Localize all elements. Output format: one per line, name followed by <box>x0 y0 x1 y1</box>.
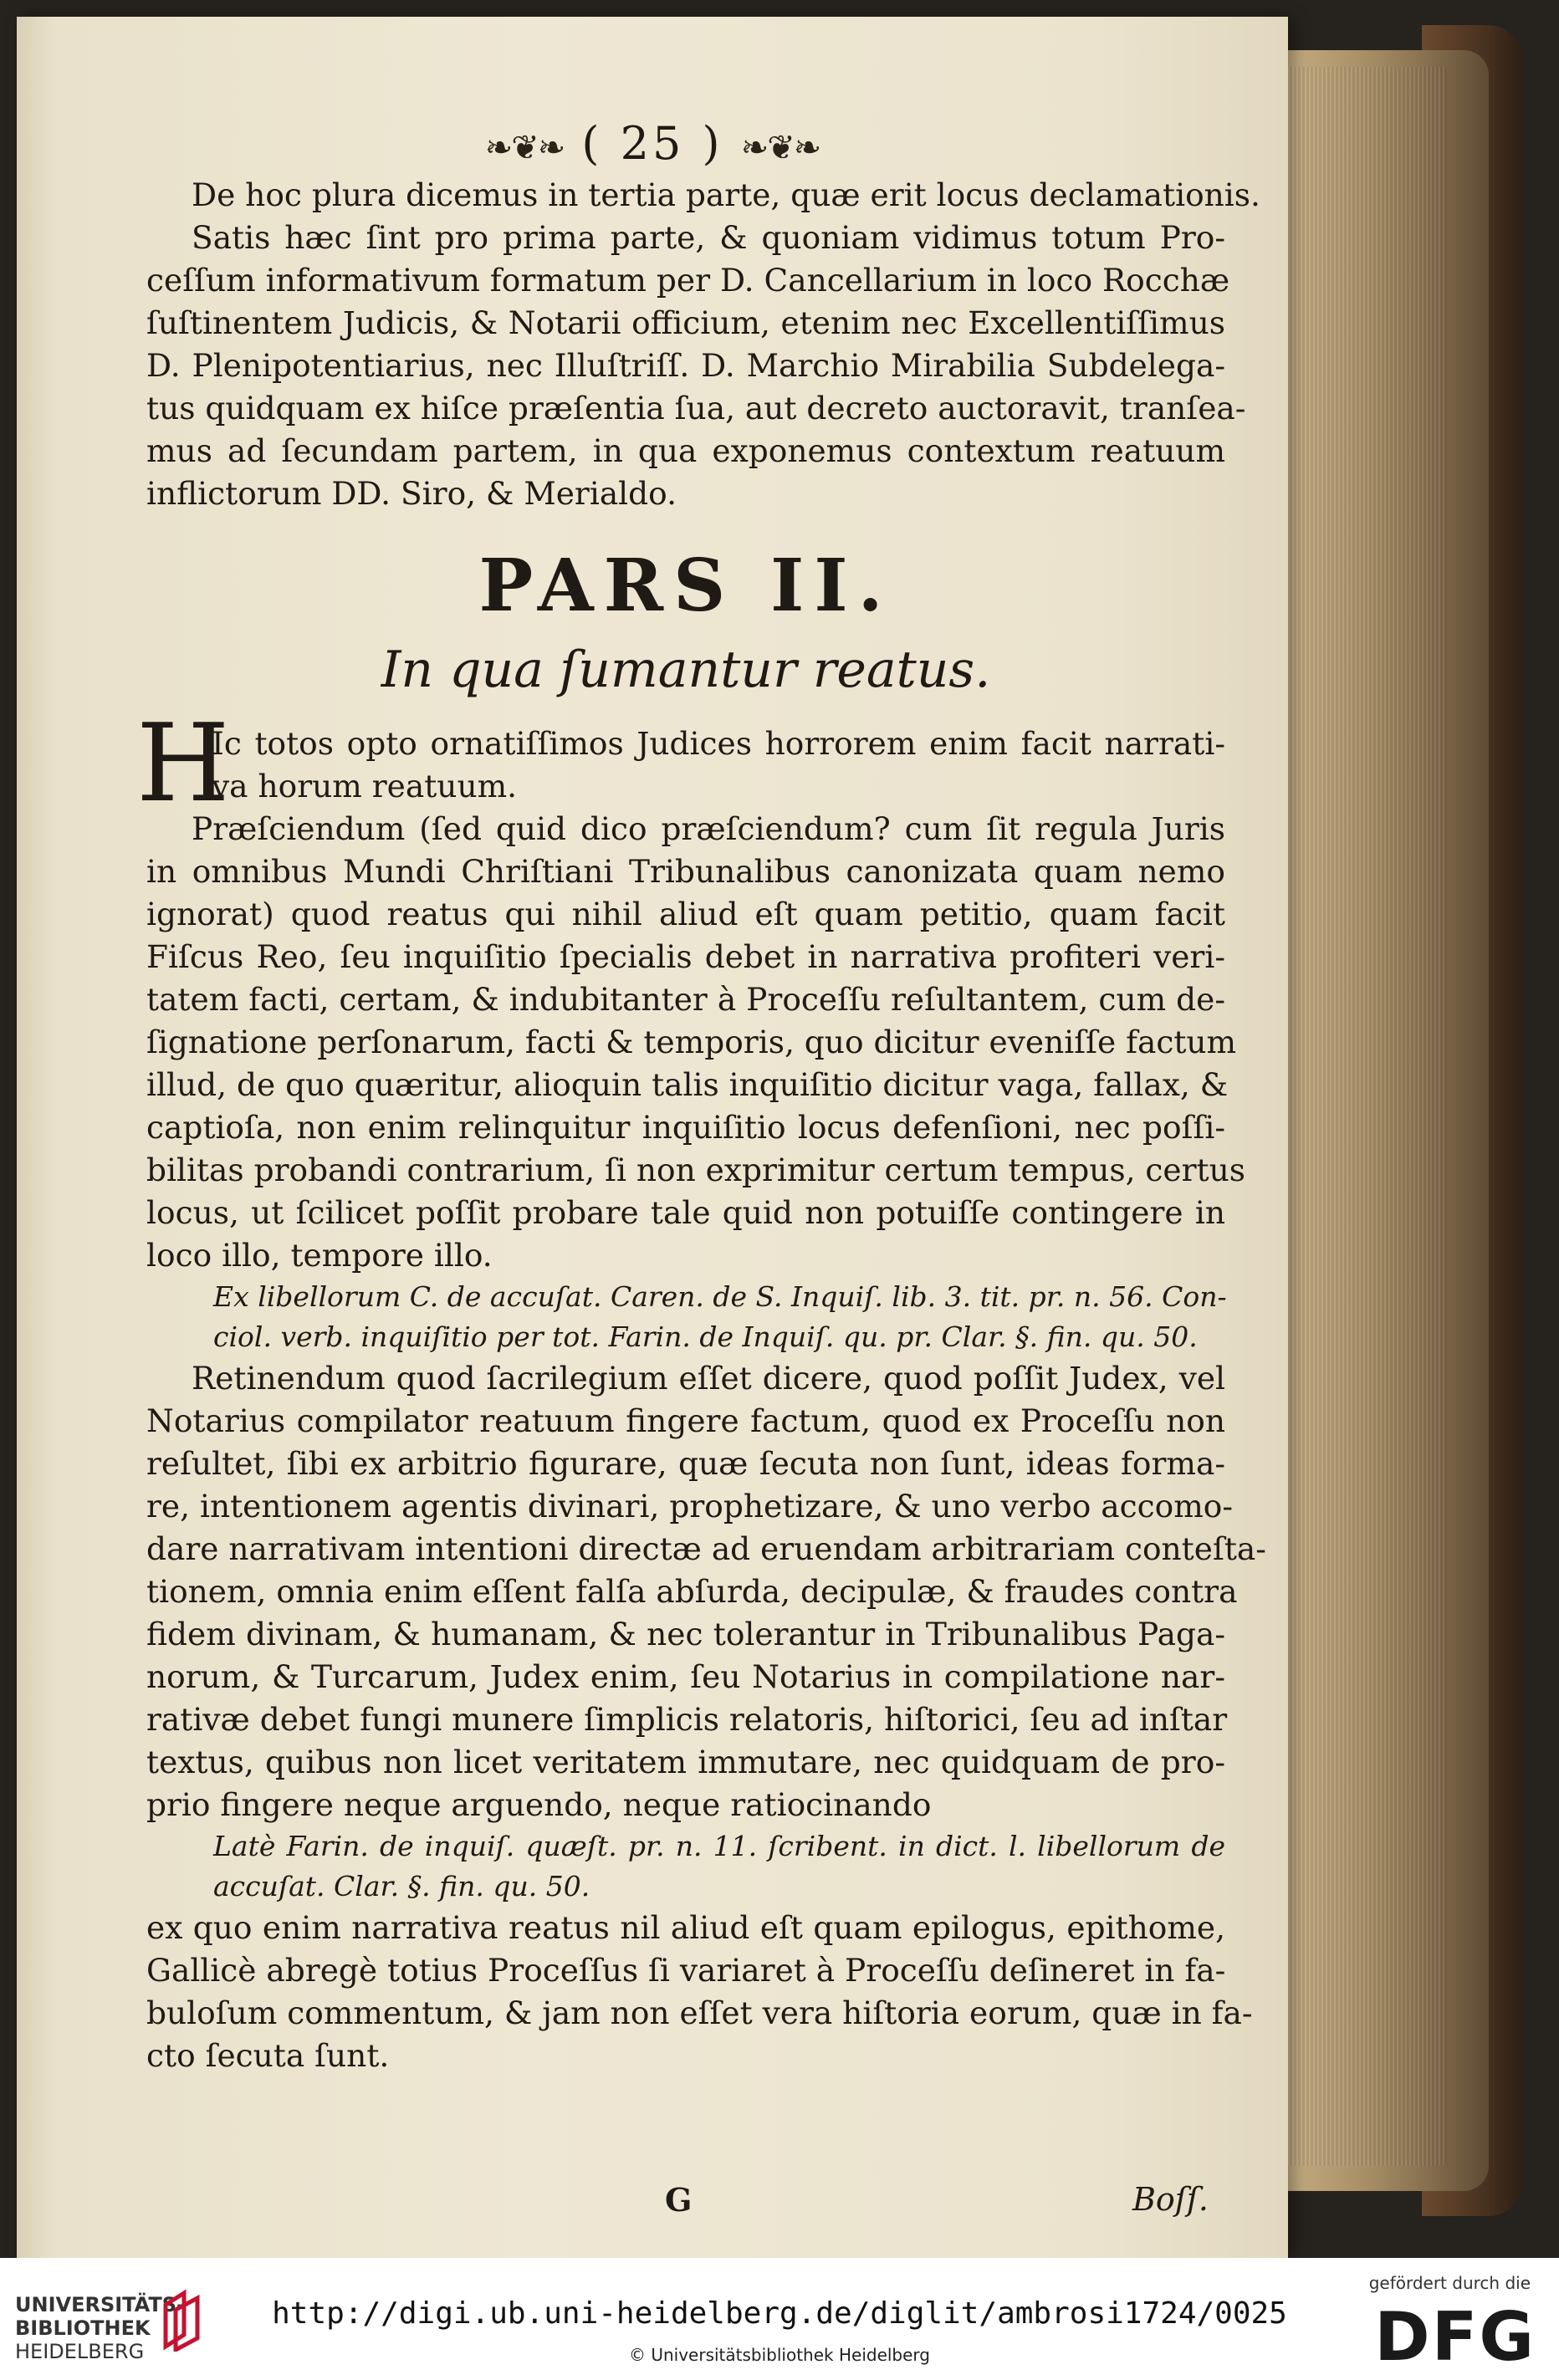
text-line: norum, & Turcarum, Judex enim, ſeu Notarius in compilatione nar- <box>146 1658 1225 1695</box>
text-line: re, intentionem agentis divinari, prophetizare, & uno verbo accomo- <box>146 1488 1234 1525</box>
permalink-url[interactable]: http://digi.ub.uni-heidelberg.de/diglit/ambrosi1724/0025 <box>272 2296 1287 2331</box>
paragraph-retinendum <box>146 1357 1266 1826</box>
text-line: locus, ut ſcilicet poſſit probare tale quid non potuiſſe contingere in <box>146 1194 1225 1231</box>
text-line: tionem, omnia enim eſſent falſa abſurda, decipulæ, & fraudes contra <box>146 1573 1238 1610</box>
text-line: captioſa, non enim relinquitur inquiſitio locus defenſioni, nec poſſi- <box>146 1109 1225 1146</box>
library-name-line: UNIVERSITÄTS- <box>15 2293 186 2316</box>
text-line: cto ſecuta ſunt. <box>146 2037 390 2074</box>
text-line: Notarius compilator reatuum fingere factum, quod ex Proceſſu non <box>146 1402 1225 1439</box>
text-line: Ic totos opto ornatiſſimos Judices horrorem enim facit narrati- <box>212 725 1225 762</box>
library-name-line: HEIDELBERG <box>15 2340 145 2363</box>
paragraph-praesciendum <box>146 808 1246 1277</box>
citation-block <box>146 1277 1225 1357</box>
copyright-notice: © Universitätsbibliothek Heidelberg <box>628 2345 930 2365</box>
text-line: prio fingere neque arguendo, neque ratiocinando <box>146 1786 932 1823</box>
text-line: Gallicè abregè totius Proceſſus ſi variaret à Proceſſu deſineret in fa- <box>146 1952 1226 1989</box>
text-line: Satis hæc ſint pro prima parte, & quoniam vidimus totum Pro- <box>192 219 1225 256</box>
text-line: ceſſum informativum formatum per D. Cancellarium in loco Rocchæ <box>146 262 1230 299</box>
dropcap-paragraph <box>136 702 1225 826</box>
funded-by-label: gefördert durch die <box>1368 2273 1531 2293</box>
text-line: buloſum commentum, & jam non eſſet vera hiſtoria eorum, quæ in fa- <box>146 1994 1253 2031</box>
text-line: tus quidquam ex hiſce præſentia ſua, aut decreto auctoravit, tranſea- <box>146 390 1246 426</box>
text-line: tatem facti, certam, & indubitanter à Proceſſu reſultantem, cum de- <box>146 981 1225 1018</box>
body-text <box>136 174 1266 2077</box>
text-line: textus, quibus non licet veritatem immutare, nec quidquam de pro- <box>146 1744 1225 1780</box>
text-line: Fiſcus Reo, ſeu inquiſitio ſpecialis debet in narrativa profiteri veri- <box>146 938 1225 975</box>
book-page <box>17 17 1288 2258</box>
signature-mark: G <box>665 2181 693 2219</box>
paragraph-intro <box>146 174 1260 515</box>
text-line: in omnibus Mundi Chriſtiani Tribunalibus canonizata quam nemo <box>146 853 1225 890</box>
text-line: ſuſtinentem Judicis, & Notarii officium, etenim nec Excellentiſſimus <box>146 304 1225 341</box>
citation-line: ciol. verb. inquiſitio per tot. Farin. de Inquiſ. qu. pr. Clar. §. fin. qu. 50. <box>213 1320 1198 1353</box>
page-edges-texture <box>1271 67 1447 2166</box>
text-line: ſignatione perſonarum, facti & temporis, quo dicitur eveniſſe factum <box>146 1024 1237 1060</box>
text-line: De hoc plura dicemus in tertia parte, quæ erit locus declamationis. <box>192 176 1260 213</box>
text-line: D. Plenipotentiarius, nec Illuſtriſſ. D. Marchio Mirabilia Subdelega- <box>146 347 1225 384</box>
running-head <box>17 117 1288 170</box>
text-line: loco illo, tempore illo. <box>146 1237 493 1274</box>
text-line: bilitas probandi contrarium, ſi non exprimitur certum tempus, certus <box>146 1152 1246 1188</box>
library-footer-bar <box>0 2258 1559 2380</box>
text-line: ex quo enim narrativa reatus nil aliud eſt quam epilogus, epithome, <box>146 1909 1225 1946</box>
citation-line: accuſat. Clar. §. fin. qu. 50. <box>213 1870 590 1902</box>
section-subtitle: In qua ſumantur reatus. <box>381 641 991 699</box>
dropcap-letter: H <box>136 702 230 826</box>
citation-line: Latè Farin. de inquiſ. quæſt. pr. n. 11. ſcribent. in dict. l. libellorum de <box>213 1830 1225 1862</box>
text-line: rativæ debet fungi munere ſimplicis relatoris, hiſtorici, ſeu ad inſtar <box>146 1701 1228 1738</box>
text-line: inflictorum DD. Siro, & Merialdo. <box>146 475 677 512</box>
text-line: illud, de quo quæritur, alioquin talis inquiſitio dicitur vaga, fallax, & <box>146 1066 1229 1103</box>
ornament-right: ❧❦❧ <box>740 129 820 167</box>
dfg-logo: DFG <box>1374 2298 1536 2376</box>
text-line: ignorat) quod reatus qui nihil aliud eſt quam petitio, quam facit <box>146 896 1225 932</box>
paragraph-ex-quo <box>146 1907 1253 2077</box>
text-line: reſultet, ſibi ex arbitrio figurare, quæ ſecuta non ſunt, ideas forma- <box>146 1445 1225 1482</box>
citation-line: Ex libellorum C. de accuſat. Caren. de S. Inquiſ. lib. 3. tit. pr. n. 56. Con- <box>213 1280 1227 1313</box>
section-title: PARS II. <box>478 544 893 628</box>
text-line: Præſciendum (ſed quid dico præſciendum? cum ſit regula Juris <box>192 810 1225 847</box>
text-line: mus ad ſecundam partem, in qua exponemus contextum reatuum <box>146 432 1225 469</box>
page-foot <box>146 2181 1225 2231</box>
text-line: fidem divinam, & humanam, & nec tolerantur in Tribunalibus Paga- <box>146 1616 1225 1652</box>
library-name-line: BIBLIOTHEK <box>15 2316 151 2340</box>
text-line: dare narrativam intentioni directæ ad eruendam arbitrariam conteſta- <box>146 1530 1266 1567</box>
text-line: Retinendum quod ſacrilegium eſſet dicere, quod poſſit Judex, vel <box>192 1360 1225 1397</box>
catchword: Boſſ. <box>1132 2181 1209 2218</box>
page-number: ( 25 ) <box>581 117 723 170</box>
citation-block <box>146 1826 1225 1907</box>
ornament-left: ❧❦❧ <box>484 129 565 167</box>
text-line: va horum reatuum. <box>212 768 518 804</box>
